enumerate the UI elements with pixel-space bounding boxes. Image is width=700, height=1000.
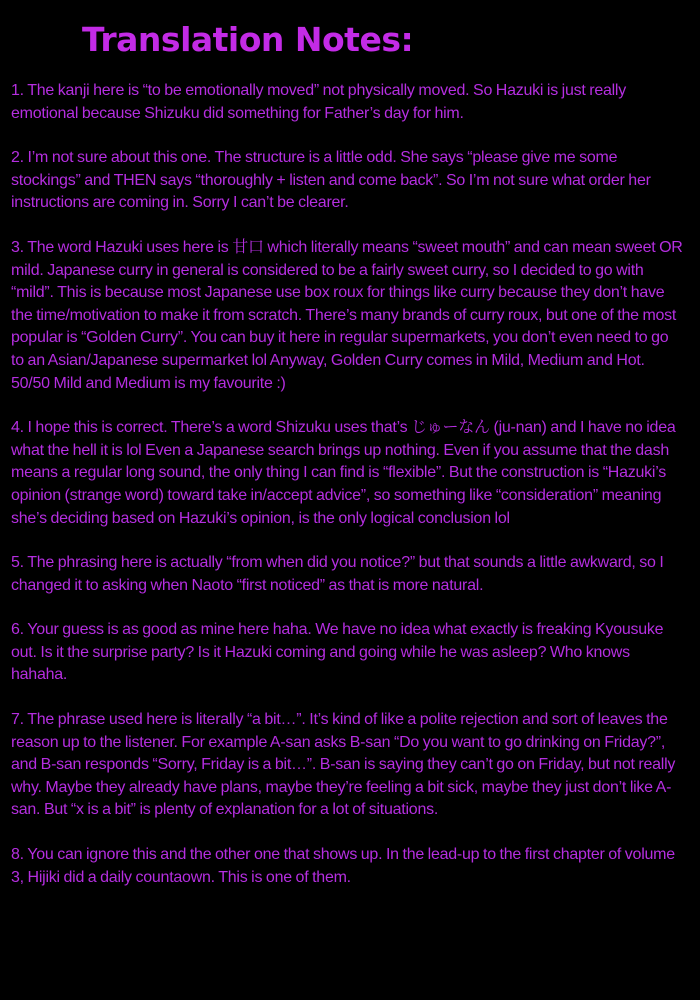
note-8: 8. You can ignore this and the other one that shows up. In the lead-up to the first chapter of volume 3, Hijiki did a daily countaown. This is one of them. bbox=[11, 846, 675, 886]
note-1: 1. The kanji here is “to be emotionally moved” not physically moved. So Hazuki is just really emotional because Shizuku did something for Father’s day for him. bbox=[11, 82, 626, 122]
note-7: 7. The phrase used here is literally “a bit…”. It’s kind of like a polite rejection and sort of leaves the reason up to the listener. For example A-san asks B-san “Do you want to go drinking on Friday?”, and B-san responds “Sorry, Friday is a bit…”. B-san is saying they can’t go on Friday, but not really why. Maybe they already have plans, maybe they’re feeling a bit sick, maybe they just don’t like A-san. But “x is a bit” is plenty of explanation for a lot of situations. bbox=[11, 711, 676, 819]
note-6: 6. Your guess is as good as mine here haha. We have no idea what exactly is freaking Kyousuke out. Is it the surprise party? Is it Hazuki coming and going while he was asleep? Who knows hahaha. bbox=[11, 621, 664, 684]
page-title: Translation Notes: bbox=[82, 20, 414, 59]
note-3: 3. The word Hazuki uses here is 甘口 which literally means “sweet mouth” and can mean sweet OR mild. Japanese curry in general is considered to be a fairly sweet curry, so I decided to go with “mild”. This is because most Japanese use box roux for things like curry because they don’t have the time/motivation to make it from scratch. There’s many brands of curry roux, but one of the most popular is “Golden Curry”. You can buy it here in regular supermarkets, you don’t even need to go to an Asian/Japanese supermarket lol Anyway, Golden Curry comes in Mild, Medium and Hot. 50/50 Mild and Medium is my favourite :) bbox=[11, 238, 683, 392]
note-5: 5. The phrasing here is actually “from when did you notice?” but that sounds a little awkward, so I changed it to asking when Naoto “first noticed” as that is more natural. bbox=[11, 554, 664, 594]
notes-list bbox=[11, 80, 683, 911]
note-4: 4. I hope this is correct. There’s a word Shizuku uses that’s じゅーなん (ju-nan) and I have no idea what the hell it is lol Even a Japanese search brings up nothing. Even if you assume that the dash means a regular long sound, the only thing I can find is “flexible”. But the construction is “Hazuki’s opinion (strange word) toward take in/accept advice”, so something like “consideration” meaning she’s deciding based on Hazuki’s opinion, is the only logical conclusion lol bbox=[11, 419, 676, 527]
note-2: 2. I’m not sure about this one. The structure is a little odd. She says “please give me some stockings” and THEN says “thoroughly + listen and come back”. So I’m not sure what order her instructions are coming in. Sorry I can’t be clearer. bbox=[11, 149, 651, 212]
